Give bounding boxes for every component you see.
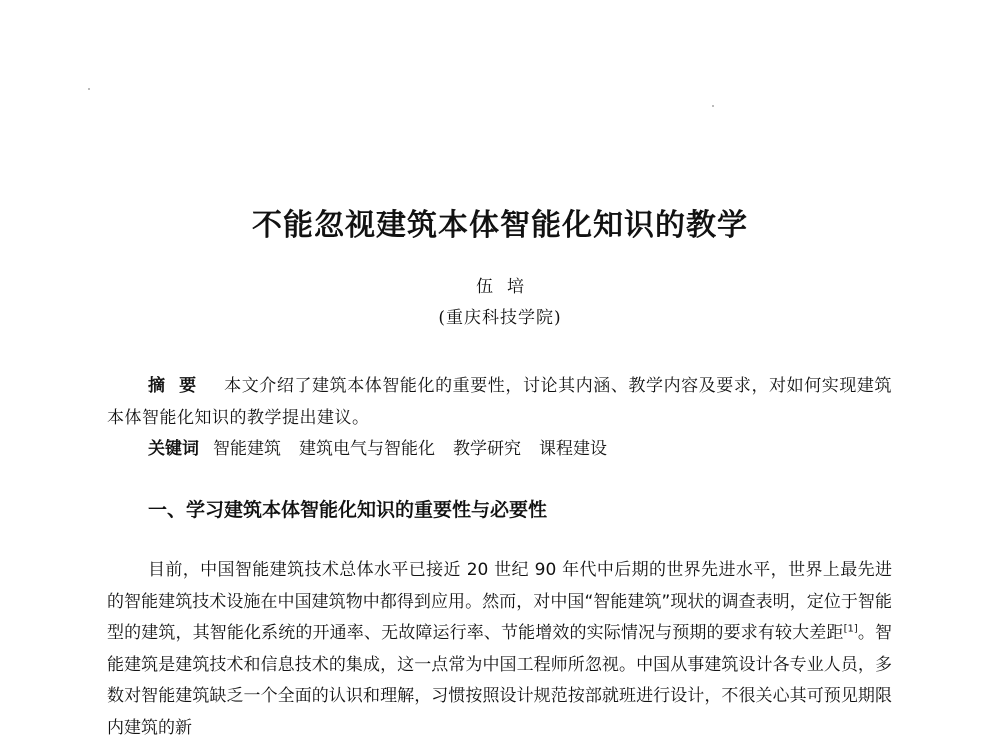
keywords-line <box>148 435 888 463</box>
citation-reference[interactable]: [1] <box>843 623 858 635</box>
section-heading: 一、学习建筑本体智能化知识的重要性与必要性 <box>148 499 548 521</box>
abstract-text: 本文介绍了建筑本体智能化的重要性，讨论其内涵、教学内容及要求，对如何实现建筑本体智能化知识的教学提出建议。 <box>107 376 893 428</box>
body-paragraph <box>107 555 892 744</box>
abstract-paragraph <box>107 370 892 434</box>
author-name: 伍培 <box>476 277 538 297</box>
keyword-item: 建筑电气与智能化 <box>299 439 435 459</box>
keyword-item: 教学研究 <box>453 439 521 459</box>
abstract-label: 摘要 <box>148 376 211 396</box>
keyword-item: 智能建筑 <box>213 439 281 459</box>
paper-title: 不能忽视建筑本体智能化知识的教学 <box>252 208 748 243</box>
author-affiliation: (重庆科技学院) <box>438 308 562 328</box>
keywords-label: 关键词 <box>148 439 199 459</box>
body-text-part: 。智能建筑是建筑技术和信息技术的集成，这一点常为中国工程师所忽视。中国从事建筑设计各专业人员，多数对智能建筑缺乏一个全面的认识和理解，习惯按照设计规范按部就班进行设计，不很关心其可预见期限内建筑的新 <box>107 623 893 738</box>
scan-speck <box>88 88 90 90</box>
scan-speck <box>712 105 714 107</box>
body-text-part: 目前，中国智能建筑技术总体水平已接近 20 世纪 90 年代中后期的世界先进水平，世界上最先进的智能建筑技术设施在中国建筑物中都得到应用。然而，对中国“智能建筑”现状的调查表明，定位于智能型的建筑，其智能化系统的开通率、无故障运行率、节能增效的实际情况与预期的要求有较大差距 <box>107 560 892 643</box>
keyword-item: 课程建设 <box>539 439 607 459</box>
